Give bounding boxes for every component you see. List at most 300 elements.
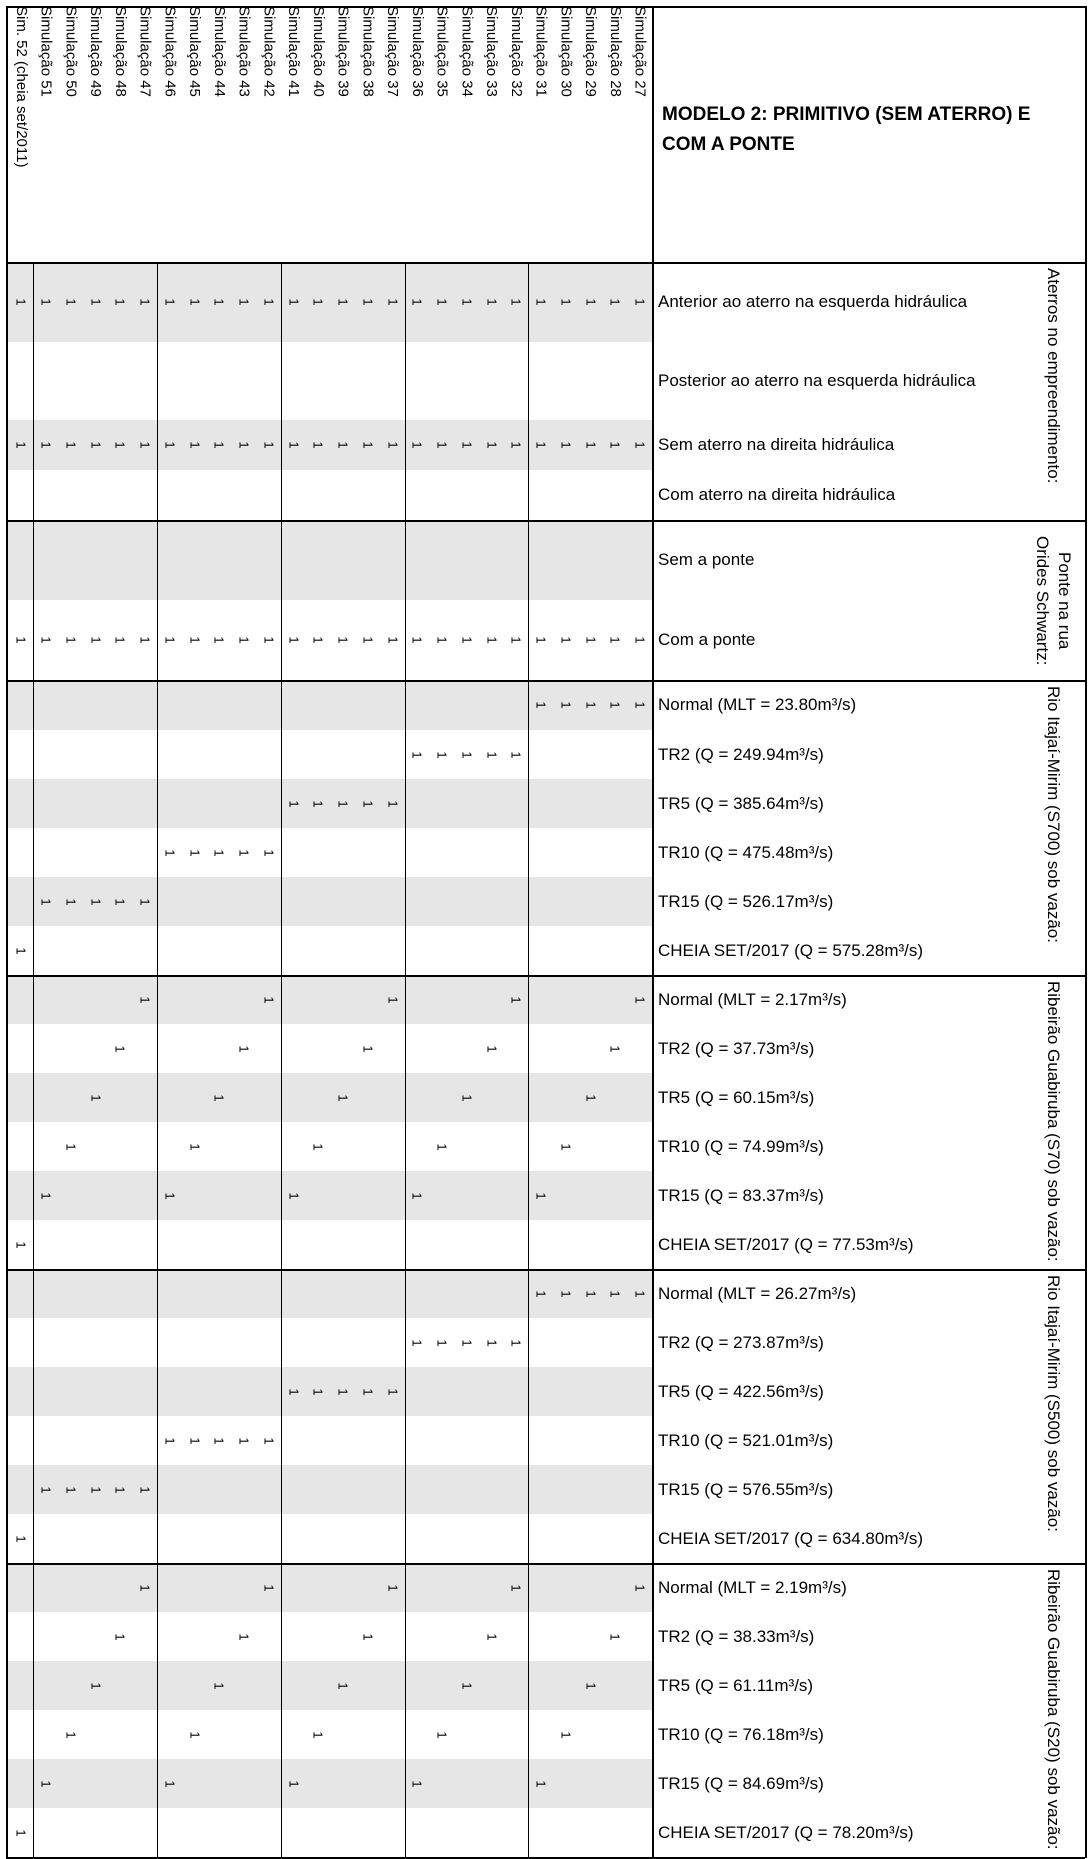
- cell-mark: [108, 1042, 132, 1056]
- cell-mark-text: 1: [137, 441, 153, 449]
- cell-mark-text: 1: [112, 1044, 128, 1053]
- column-header: [10, 6, 32, 264]
- column-header: [356, 6, 378, 264]
- cell-mark-text: 1: [558, 1289, 574, 1298]
- cell-mark: [355, 797, 379, 811]
- cell-mark: [529, 1287, 553, 1301]
- cell-mark-text: 1: [162, 1191, 178, 1200]
- cell-mark-text: 1: [88, 897, 104, 906]
- cell-mark-text: 1: [38, 441, 54, 449]
- cell-mark: [108, 1630, 132, 1644]
- cell-mark: [578, 1679, 602, 1693]
- cell-mark: [380, 797, 404, 811]
- row-label: TR10 (Q = 521.01m³/s): [658, 1430, 834, 1450]
- cell-mark-text: 1: [508, 750, 524, 759]
- cell-mark: [157, 1189, 181, 1203]
- cell-mark: [34, 1483, 58, 1497]
- row-shading: [6, 975, 652, 1024]
- group-label: [1023, 1569, 1083, 1853]
- grid-line: [405, 262, 406, 1857]
- column-header-text: Simulação 31: [532, 6, 550, 97]
- cell-mark-text: 1: [63, 897, 79, 906]
- group-label: [1023, 268, 1083, 516]
- cell-mark: [34, 1189, 58, 1203]
- cell-mark-text: 1: [360, 1387, 376, 1396]
- cell-mark: [34, 895, 58, 909]
- cell-mark-text: 1: [508, 1338, 524, 1347]
- cell-mark: [108, 295, 132, 309]
- cell-mark-text: 1: [88, 1681, 104, 1690]
- cell-mark: [108, 438, 132, 452]
- cell-mark: [628, 1287, 652, 1301]
- cell-mark-text: 1: [632, 1289, 648, 1298]
- cell-mark-text: 1: [211, 298, 227, 306]
- cell-mark-text: 1: [607, 298, 623, 306]
- group-label-text: Aterros no empreendimento:: [1044, 268, 1063, 484]
- cell-mark-text: 1: [88, 441, 104, 449]
- cell-mark-text: 1: [434, 298, 450, 306]
- row-label: TR15 (Q = 576.55m³/s): [658, 1479, 834, 1499]
- cell-mark-text: 1: [261, 298, 277, 306]
- cell-mark-text: 1: [63, 298, 79, 306]
- cell-mark: [232, 1434, 256, 1448]
- cell-mark-text: 1: [137, 636, 153, 644]
- cell-mark: [553, 1728, 577, 1742]
- cell-mark: [504, 438, 528, 452]
- cell-mark-text: 1: [112, 636, 128, 644]
- cell-mark: [504, 1581, 528, 1595]
- cell-mark: [405, 748, 429, 762]
- row-label: CHEIA SET/2017 (Q = 78.20m³/s): [658, 1822, 914, 1842]
- cell-mark: [182, 1434, 206, 1448]
- column-header: [629, 6, 651, 264]
- cell-mark: [133, 993, 157, 1007]
- cell-mark-text: 1: [112, 441, 128, 449]
- cell-mark-text: 1: [434, 750, 450, 759]
- cell-mark: [454, 1336, 478, 1350]
- cell-mark-text: 1: [211, 1093, 227, 1102]
- cell-mark-text: 1: [632, 441, 648, 449]
- cell-mark-text: 1: [385, 441, 401, 449]
- column-header: [406, 6, 428, 264]
- cell-mark-text: 1: [211, 1436, 227, 1445]
- cell-mark-text: 1: [261, 441, 277, 449]
- cell-mark-text: 1: [162, 1779, 178, 1788]
- column-header-text: Simulação 51: [37, 6, 55, 97]
- cell-mark: [454, 748, 478, 762]
- cell-mark-text: 1: [112, 1485, 128, 1494]
- cell-mark: [603, 438, 627, 452]
- cell-mark: [529, 295, 553, 309]
- cell-mark: [182, 633, 206, 647]
- row-label: CHEIA SET/2017 (Q = 634.80m³/s): [658, 1528, 924, 1548]
- cell-mark: [479, 295, 503, 309]
- group-label: [1023, 526, 1083, 676]
- cell-mark: [34, 633, 58, 647]
- cell-mark-text: 1: [13, 298, 29, 306]
- column-header-text: Simulação 30: [557, 6, 575, 97]
- cell-mark-text: 1: [484, 1338, 500, 1347]
- column-header: [554, 6, 576, 264]
- group-label-text: Ribeirão Guabiruba (S70) sob vazão:: [1044, 981, 1063, 1262]
- row-label: Normal (MLT = 23.80m³/s): [658, 695, 857, 714]
- cell-mark: [405, 1189, 429, 1203]
- cell-mark-text: 1: [335, 298, 351, 306]
- cell-mark: [380, 1385, 404, 1399]
- group-label-text: Ponte na rua Orides Schwartz:: [1033, 536, 1074, 666]
- cell-mark: [578, 1287, 602, 1301]
- group-label-text: Ribeirão Guabiruba (S20) sob vazão:: [1044, 1569, 1063, 1850]
- cell-mark: [553, 633, 577, 647]
- cell-mark: [578, 438, 602, 452]
- cell-mark: [479, 1042, 503, 1056]
- cell-mark: [232, 1630, 256, 1644]
- cell-mark-text: 1: [211, 848, 227, 857]
- cell-mark: [182, 438, 206, 452]
- grid-line: [6, 680, 1085, 682]
- column-header: [604, 6, 626, 264]
- cell-mark: [133, 295, 157, 309]
- column-header: [307, 6, 329, 264]
- cell-mark-text: 1: [434, 1142, 450, 1151]
- column-header-text: Simulação 44: [210, 6, 228, 97]
- cell-mark-text: 1: [13, 636, 29, 644]
- cell-mark: [430, 1728, 454, 1742]
- cell-mark: [281, 295, 305, 309]
- column-header: [282, 6, 304, 264]
- cell-mark: [281, 1189, 305, 1203]
- cell-mark-text: 1: [63, 1142, 79, 1151]
- cell-mark: [232, 438, 256, 452]
- column-header: [35, 6, 57, 264]
- cell-mark: [479, 633, 503, 647]
- cell-mark: [380, 633, 404, 647]
- cell-mark: [553, 1140, 577, 1154]
- cell-mark-text: 1: [484, 441, 500, 449]
- column-header: [208, 6, 230, 264]
- cell-mark: [232, 846, 256, 860]
- cell-mark: [58, 1483, 82, 1497]
- cell-mark-text: 1: [607, 1044, 623, 1053]
- cell-mark-text: 1: [484, 298, 500, 306]
- cell-mark: [454, 295, 478, 309]
- cell-mark-text: 1: [385, 799, 401, 808]
- cell-mark: [479, 1630, 503, 1644]
- cell-mark: [380, 438, 404, 452]
- row-label: Sem aterro na direita hidráulica: [658, 435, 895, 454]
- cell-mark: [454, 438, 478, 452]
- cell-mark: [454, 1679, 478, 1693]
- cell-mark-text: 1: [632, 298, 648, 306]
- cell-mark-text: 1: [38, 636, 54, 644]
- cell-mark: [603, 1287, 627, 1301]
- cell-mark: [157, 438, 181, 452]
- group-label: [1023, 981, 1083, 1265]
- cell-mark: [306, 633, 330, 647]
- cell-mark-text: 1: [385, 1583, 401, 1592]
- row-label: Anterior ao aterro na esquerda hidráulica: [658, 292, 968, 311]
- cell-mark-text: 1: [533, 701, 549, 709]
- cell-mark: [133, 895, 157, 909]
- cell-mark-text: 1: [236, 1436, 252, 1445]
- cell-mark-text: 1: [63, 441, 79, 449]
- cell-mark: [553, 1287, 577, 1301]
- cell-mark: [133, 1581, 157, 1595]
- cell-mark: [504, 295, 528, 309]
- cell-mark: [133, 438, 157, 452]
- cell-mark-text: 1: [558, 636, 574, 644]
- cell-mark-text: 1: [335, 441, 351, 449]
- cell-mark-text: 1: [13, 1240, 29, 1249]
- cell-mark: [207, 438, 231, 452]
- cell-mark-text: 1: [38, 897, 54, 906]
- cell-mark-text: 1: [310, 441, 326, 449]
- cell-mark-text: 1: [558, 1730, 574, 1739]
- column-header-text: Sim. 52 (cheia set/2011): [12, 6, 30, 168]
- cell-mark: [479, 1336, 503, 1350]
- cell-mark: [182, 1728, 206, 1742]
- cell-mark: [232, 295, 256, 309]
- grid-line: [6, 1563, 1085, 1565]
- column-header-text: Simulação 34: [458, 6, 476, 97]
- cell-mark-text: 1: [459, 1338, 475, 1347]
- grid-line: [6, 975, 1085, 977]
- cell-mark: [306, 1728, 330, 1742]
- row-label: Posterior ao aterro na esquerda hidráulica: [658, 371, 976, 390]
- cell-mark: [182, 846, 206, 860]
- grid-line: [528, 262, 529, 1857]
- cell-mark-text: 1: [187, 848, 203, 857]
- row-label: TR10 (Q = 475.48m³/s): [658, 842, 834, 862]
- cell-mark-text: 1: [583, 636, 599, 644]
- cell-mark-text: 1: [409, 1191, 425, 1200]
- cell-mark-text: 1: [607, 1289, 623, 1298]
- cell-mark-text: 1: [360, 799, 376, 808]
- grid-line: [1085, 6, 1087, 1858]
- cell-mark-text: 1: [533, 1191, 549, 1200]
- cell-mark-text: 1: [211, 441, 227, 449]
- cell-mark: [34, 295, 58, 309]
- cell-mark-text: 1: [236, 1044, 252, 1053]
- cell-mark-text: 1: [286, 298, 302, 306]
- cell-mark-text: 1: [310, 636, 326, 644]
- cell-mark: [83, 1679, 107, 1693]
- cell-mark: [108, 1483, 132, 1497]
- cell-mark: [331, 797, 355, 811]
- cell-mark: [331, 1679, 355, 1693]
- cell-mark: [58, 1140, 82, 1154]
- row-shading: [6, 1563, 652, 1612]
- cell-mark: [157, 1434, 181, 1448]
- cell-mark-text: 1: [286, 1779, 302, 1788]
- cell-mark-text: 1: [162, 848, 178, 857]
- column-header: [233, 6, 255, 264]
- cell-mark: [157, 295, 181, 309]
- row-shading: [6, 520, 652, 600]
- cell-mark: [306, 1385, 330, 1399]
- cell-mark: [34, 438, 58, 452]
- cell-mark-text: 1: [38, 298, 54, 306]
- cell-mark-text: 1: [261, 636, 277, 644]
- cell-mark: [83, 438, 107, 452]
- cell-mark-text: 1: [236, 1632, 252, 1641]
- row-label: TR15 (Q = 526.17m³/s): [658, 891, 834, 911]
- cell-mark: [628, 993, 652, 1007]
- cell-mark: [529, 438, 553, 452]
- cell-mark-text: 1: [38, 1485, 54, 1494]
- row-label: TR5 (Q = 61.11m³/s): [658, 1675, 814, 1695]
- cell-mark-text: 1: [632, 995, 648, 1004]
- cell-mark-text: 1: [360, 1044, 376, 1053]
- cell-mark: [281, 438, 305, 452]
- grid-line: [157, 262, 158, 1857]
- cell-mark-text: 1: [335, 636, 351, 644]
- cell-mark-text: 1: [310, 799, 326, 808]
- group-label-text: Rio Itajaí-Mirim (S700) sob vazão:: [1044, 686, 1063, 943]
- column-header: [183, 6, 205, 264]
- cell-mark-text: 1: [335, 799, 351, 808]
- cell-mark-text: 1: [261, 848, 277, 857]
- column-header: [109, 6, 131, 264]
- cell-mark-text: 1: [63, 1485, 79, 1494]
- cell-mark-text: 1: [335, 1093, 351, 1102]
- row-label: TR2 (Q = 38.33m³/s): [658, 1626, 815, 1646]
- cell-mark: [207, 1679, 231, 1693]
- cell-mark-text: 1: [484, 636, 500, 644]
- cell-mark: [207, 1091, 231, 1105]
- column-header-text: Simulação 28: [606, 6, 624, 97]
- cell-mark-text: 1: [434, 1338, 450, 1347]
- cell-mark-text: 1: [236, 441, 252, 449]
- cell-mark: [281, 1777, 305, 1791]
- column-header-text: Simulação 27: [631, 6, 649, 97]
- cell-mark: [380, 993, 404, 1007]
- column-header: [530, 6, 552, 264]
- cell-mark: [628, 633, 652, 647]
- cell-mark-text: 1: [459, 1681, 475, 1690]
- column-header: [579, 6, 601, 264]
- cell-mark: [405, 1336, 429, 1350]
- group-label: [1023, 1275, 1083, 1559]
- column-header-text: Simulação 33: [483, 6, 501, 97]
- cell-mark-text: 1: [533, 1289, 549, 1298]
- cell-mark: [380, 1581, 404, 1595]
- cell-mark: [355, 1042, 379, 1056]
- cell-mark: [430, 633, 454, 647]
- cell-mark: [58, 895, 82, 909]
- cell-mark-text: 1: [558, 441, 574, 449]
- row-label: TR10 (Q = 74.99m³/s): [658, 1136, 824, 1156]
- column-header-text: Simulação 46: [161, 6, 179, 97]
- column-header-text: Simulação 47: [136, 6, 154, 97]
- cell-mark: [628, 438, 652, 452]
- cell-mark: [529, 633, 553, 647]
- cell-mark: [207, 1434, 231, 1448]
- cell-mark-text: 1: [63, 636, 79, 644]
- cell-mark-text: 1: [607, 636, 623, 644]
- cell-mark-text: 1: [310, 298, 326, 306]
- cell-mark-text: 1: [385, 298, 401, 306]
- cell-mark-text: 1: [236, 848, 252, 857]
- cell-mark: [9, 438, 33, 452]
- cell-mark: [58, 1728, 82, 1742]
- cell-mark-text: 1: [360, 441, 376, 449]
- cell-mark-text: 1: [533, 298, 549, 306]
- cell-mark: [182, 1140, 206, 1154]
- cell-mark: [380, 295, 404, 309]
- cell-mark: [331, 1091, 355, 1105]
- cell-mark-text: 1: [261, 995, 277, 1004]
- cell-mark-text: 1: [137, 995, 153, 1004]
- cell-mark-text: 1: [409, 636, 425, 644]
- grid-line: [6, 1269, 1085, 1271]
- column-header-text: Simulação 36: [408, 6, 426, 97]
- cell-mark-text: 1: [335, 1387, 351, 1396]
- cell-mark-text: 1: [162, 441, 178, 449]
- cell-mark: [529, 698, 553, 712]
- cell-mark-text: 1: [583, 441, 599, 449]
- column-header-text: Simulação 29: [582, 6, 600, 97]
- cell-mark-text: 1: [508, 636, 524, 644]
- cell-mark: [603, 698, 627, 712]
- row-label: TR5 (Q = 60.15m³/s): [658, 1087, 815, 1107]
- cell-mark-text: 1: [13, 946, 29, 955]
- cell-mark: [9, 295, 33, 309]
- cell-mark-text: 1: [385, 995, 401, 1004]
- cell-mark: [281, 797, 305, 811]
- cell-mark: [108, 633, 132, 647]
- row-label: TR10 (Q = 76.18m³/s): [658, 1724, 824, 1744]
- cell-mark-text: 1: [187, 1436, 203, 1445]
- cell-mark: [232, 633, 256, 647]
- cell-mark: [603, 1630, 627, 1644]
- cell-mark-text: 1: [632, 636, 648, 644]
- cell-mark-text: 1: [583, 298, 599, 306]
- column-header-text: Simulação 32: [507, 6, 525, 97]
- cell-mark: [9, 1826, 33, 1840]
- cell-mark: [256, 1581, 280, 1595]
- cell-mark: [207, 295, 231, 309]
- cell-mark: [58, 438, 82, 452]
- cell-mark-text: 1: [409, 1779, 425, 1788]
- cell-mark: [83, 895, 107, 909]
- cell-mark-text: 1: [137, 1485, 153, 1494]
- row-label: TR5 (Q = 422.56m³/s): [658, 1381, 824, 1401]
- column-header-text: Simulação 39: [334, 6, 352, 97]
- cell-mark-text: 1: [360, 298, 376, 306]
- cell-mark-text: 1: [533, 441, 549, 449]
- cell-mark: [157, 846, 181, 860]
- cell-mark-text: 1: [310, 1142, 326, 1151]
- cell-mark: [133, 633, 157, 647]
- cell-mark: [355, 633, 379, 647]
- cell-mark-text: 1: [583, 1681, 599, 1690]
- cell-mark: [9, 633, 33, 647]
- cell-mark-text: 1: [459, 441, 475, 449]
- cell-mark-text: 1: [38, 1191, 54, 1200]
- cell-mark: [306, 1140, 330, 1154]
- cell-mark-text: 1: [607, 441, 623, 449]
- cell-mark-text: 1: [632, 1583, 648, 1592]
- column-header: [257, 6, 279, 264]
- column-header-text: Simulação 43: [235, 6, 253, 97]
- column-header-text: Simulação 48: [111, 6, 129, 97]
- cell-mark: [256, 846, 280, 860]
- grid-line: [6, 6, 1085, 8]
- column-header-text: Simulação 37: [384, 6, 402, 97]
- cell-mark: [281, 1385, 305, 1399]
- cell-mark: [603, 1042, 627, 1056]
